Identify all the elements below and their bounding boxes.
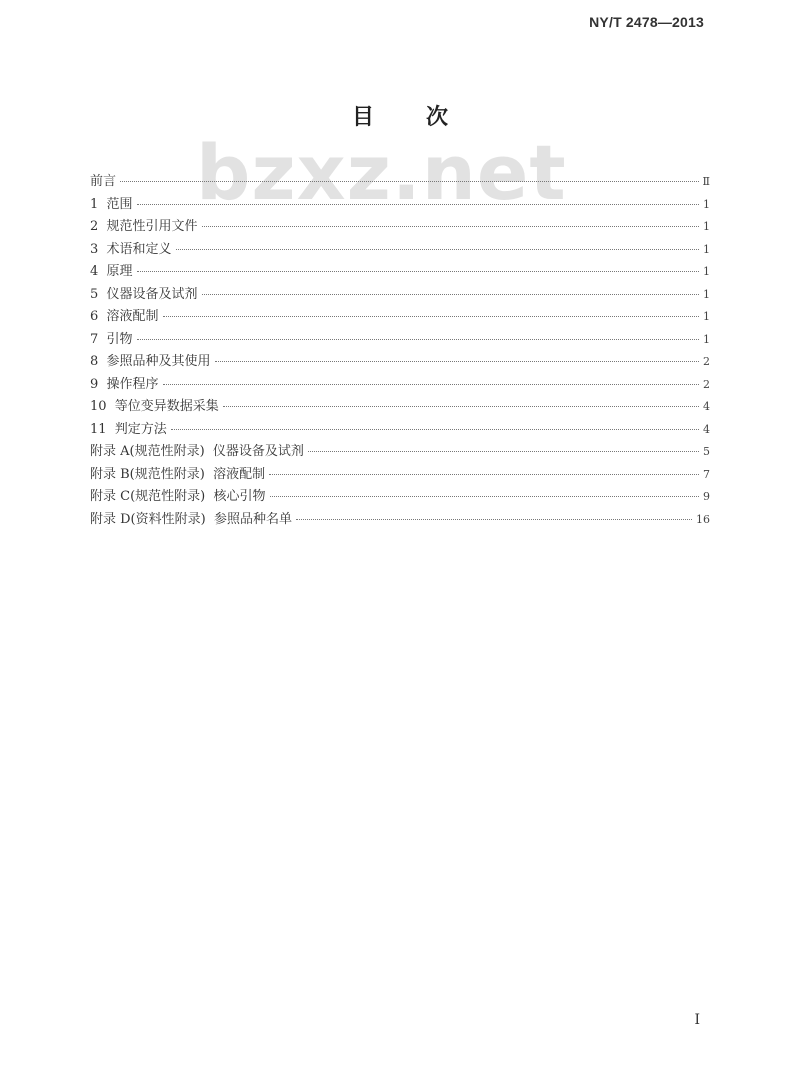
page-number: I: [694, 1012, 700, 1028]
toc-entry-page: 2: [703, 355, 710, 368]
toc-entry-label: 附录 C(规范性附录) 核心引物: [90, 489, 266, 504]
toc-entry-operating-procedure[interactable]: [90, 373, 710, 396]
toc-entry-page: 2: [703, 377, 710, 391]
toc-dot-leader: [171, 429, 699, 430]
toc-entry-label: 2 规范性引用文件: [90, 219, 198, 234]
toc-dot-leader: [223, 406, 699, 407]
toc-entry-annex-d[interactable]: [90, 508, 710, 531]
toc-dot-leader: [269, 474, 699, 475]
toc-entry-label: 附录 B(规范性附录) 溶液配制: [90, 466, 266, 482]
toc-entry-page: 1: [703, 242, 710, 256]
toc-entry-annex-c[interactable]: [90, 485, 710, 508]
toc-entry-label: 附录 A(规范性附录) 仪器设备及试剂: [90, 444, 304, 459]
toc-entry-annex-b[interactable]: [90, 463, 710, 486]
toc-entry-page: 1: [703, 220, 710, 233]
toc-dot-leader: [137, 271, 699, 272]
toc-entry-page: 1: [703, 265, 710, 278]
toc-dot-leader: [137, 339, 699, 340]
toc-entry-page: 4: [703, 422, 710, 436]
toc-entry-label: 11 判定方法: [90, 421, 167, 437]
toc-entry-page: 16: [696, 512, 710, 526]
toc-entry-terms-definitions[interactable]: [90, 238, 710, 261]
toc-dot-leader: [296, 519, 692, 520]
toc-entry-primers[interactable]: [90, 328, 710, 351]
toc-entry-page: 1: [703, 287, 710, 301]
toc-entry-label: 4 原理: [90, 264, 133, 279]
toc-dot-leader: [163, 384, 699, 385]
toc-entry-page: 1: [703, 197, 710, 211]
toc-dot-leader: [137, 204, 699, 205]
toc-entry-solution-preparation[interactable]: [90, 305, 710, 328]
toc-dot-leader: [270, 496, 700, 497]
toc-entry-scope[interactable]: [90, 193, 710, 216]
toc-entry-principle[interactable]: [90, 260, 710, 283]
toc-entry-label: 7 引物: [90, 331, 133, 347]
toc-dot-leader: [215, 361, 699, 362]
toc-entry-normative-references[interactable]: [90, 215, 710, 238]
toc-entry-judgment-method[interactable]: [90, 418, 710, 441]
toc-entry-label: 3 术语和定义: [90, 241, 172, 257]
toc-entry-foreword[interactable]: [90, 170, 710, 193]
toc-dot-leader: [202, 226, 699, 227]
toc-entry-allele-data-collection[interactable]: [90, 395, 710, 418]
standard-code: NY/T 2478—2013: [589, 14, 704, 30]
toc-entry-equipment-reagents[interactable]: [90, 283, 710, 306]
table-of-contents: [90, 170, 710, 530]
toc-entry-label: 9 操作程序: [90, 376, 159, 392]
toc-dot-leader: [176, 249, 699, 250]
toc-entry-page: 4: [703, 400, 710, 413]
toc-dot-leader: [163, 316, 699, 317]
toc-dot-leader: [308, 451, 699, 452]
toc-dot-leader: [202, 294, 699, 295]
toc-entry-page: 7: [703, 467, 710, 481]
toc-entry-label: 前言: [90, 174, 117, 189]
toc-entry-page: 5: [703, 445, 710, 458]
page-title: 目次: [351, 104, 500, 130]
watermark: bzxz.net: [196, 128, 567, 217]
toc-entry-page: 1: [703, 310, 710, 323]
toc-entry-page: Ⅱ: [702, 175, 710, 188]
toc-entry-reference-varieties[interactable]: [90, 350, 710, 373]
toc-entry-label: 6 溶液配制: [90, 309, 159, 324]
toc-entry-label: 8 参照品种及其使用: [90, 354, 211, 369]
toc-entry-label: 1 范围: [90, 196, 133, 212]
toc-entry-page: 1: [703, 332, 710, 346]
toc-entry-label: 10 等位变异数据采集: [90, 399, 219, 414]
toc-entry-annex-a[interactable]: [90, 440, 710, 463]
toc-entry-label: 5 仪器设备及试剂: [90, 286, 198, 302]
toc-entry-label: 附录 D(资料性附录) 参照品种名单: [90, 511, 292, 527]
toc-entry-page: 9: [703, 490, 710, 503]
toc-dot-leader: [120, 181, 699, 182]
